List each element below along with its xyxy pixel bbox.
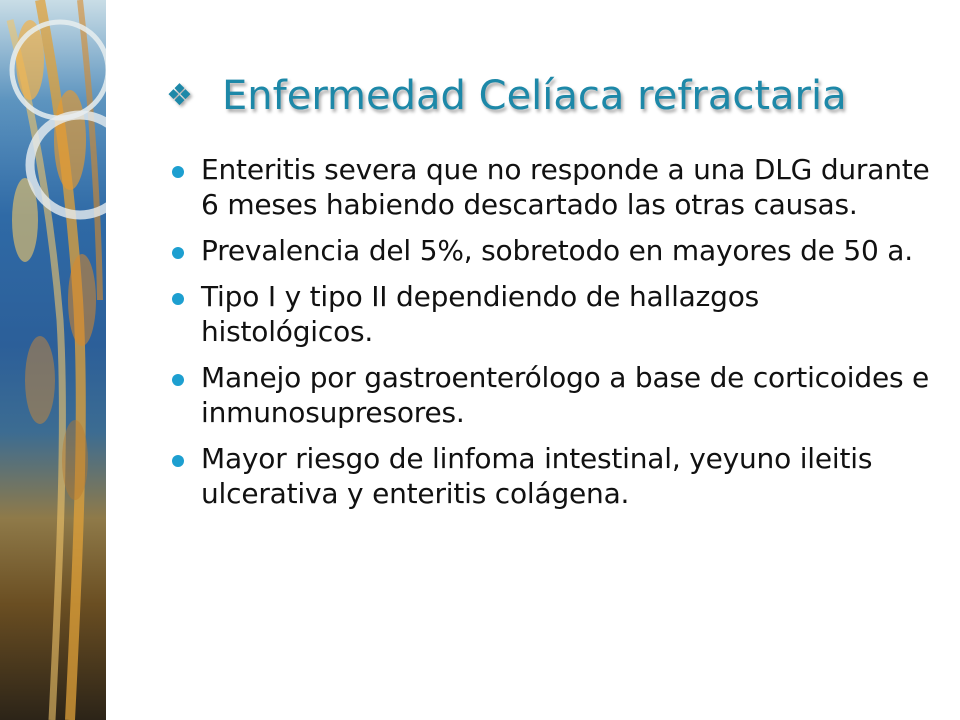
list-item-text: Prevalencia del 5%, sobretodo en mayores de 50 a. bbox=[201, 234, 913, 267]
list-item bbox=[170, 441, 932, 511]
list-item-text: Enteritis severa que no responde a una DLG durante 6 meses habiendo descartado las otras causas. bbox=[201, 153, 930, 221]
list-item bbox=[170, 360, 932, 430]
list-item bbox=[170, 233, 932, 268]
list-item-text: Manejo por gastroenterólogo a base de corticoides e inmunosupresores. bbox=[201, 361, 930, 429]
list-item bbox=[170, 152, 932, 222]
bullet-dot-icon bbox=[172, 247, 184, 259]
bullet-dot-icon bbox=[172, 166, 184, 178]
bullet-dot-icon bbox=[172, 374, 184, 386]
list-item bbox=[170, 279, 932, 349]
list-item-text: Tipo I y tipo II dependiendo de hallazgos histológicos. bbox=[201, 280, 760, 348]
diamond-bullet-icon: ❖ bbox=[166, 78, 193, 113]
bullet-dot-icon bbox=[172, 455, 184, 467]
bullet-list bbox=[170, 152, 932, 522]
bullet-dot-icon bbox=[172, 293, 184, 305]
slide-title-text: Enfermedad Celíaca refractaria bbox=[222, 73, 847, 119]
slide-title bbox=[166, 66, 926, 126]
list-item-text: Mayor riesgo de linfoma intestinal, yeyuno ileitis ulcerativa y enteritis colágena. bbox=[201, 442, 873, 510]
wheat-sky-illustration bbox=[0, 0, 106, 720]
decorative-wheat-image bbox=[0, 0, 106, 720]
